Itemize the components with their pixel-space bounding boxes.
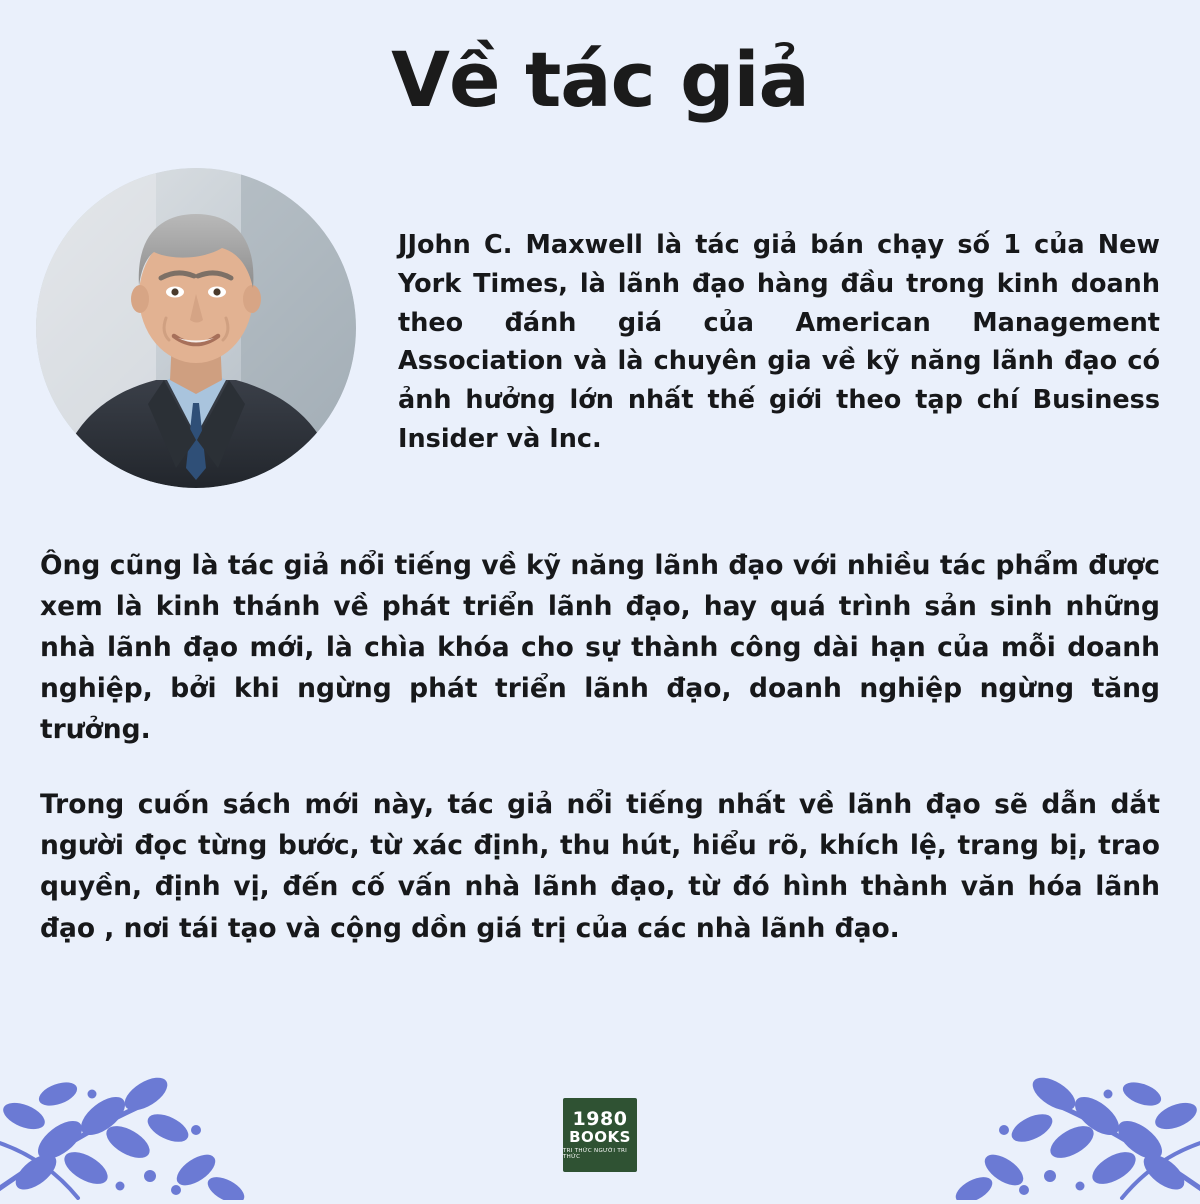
body-paragraph-1: Ông cũng là tác giả nổi tiếng về kỹ năng lãnh đạo với nhiều tác phẩm được xem là kinh thánh về phát triển lãnh đạo, hay quá trình sản sinh những nhà lãnh đạo mới, là chìa khóa cho sự thành công dài hạn của mỗi doanh nghiệp, bởi khi ngừng phát triển lãnh đạo, doanh nghiệp ngừng tăng trưởng. — [40, 550, 1160, 746]
page-title: Về tác giả — [391, 35, 809, 124]
logo-number: 1980 — [572, 1107, 628, 1130]
body-copy — [40, 545, 1160, 949]
publisher-logo — [563, 1098, 637, 1172]
leaf-ornament-right — [920, 990, 1200, 1200]
author-intro-text: JJohn C. Maxwell là tác giả bán chạy số 1 của New York Times, là lãnh đạo hàng đầu trong kinh doanh theo đánh giá của American Management Association và là chuyên gia về kỹ năng lãnh đạo có ảnh hưởng lớn nhất thế giới theo tạp chí Business Insider và Inc. — [398, 230, 1160, 454]
avatar — [36, 168, 356, 488]
leaf-ornament-left — [0, 990, 280, 1200]
body-paragraph-2: Trong cuốn sách mới này, tác giả nổi tiếng nhất về lãnh đạo sẽ dẫn dắt người đọc từng bước, từ xác định, thu hút, hiểu rõ, khích lệ, trang bị, trao quyền, định vị, đến cố vấn nhà lãnh đạo, từ đó hình thành văn hóa lãnh đạo , nơi tái tạo và cộng dồn giá trị của các nhà lãnh đạo. — [40, 789, 1160, 944]
logo-word: BOOKS — [569, 1127, 631, 1146]
logo-tagline: TRI THỨC NGƯỜI TRI THỨC — [563, 1148, 628, 1160]
author-section — [36, 168, 1164, 488]
